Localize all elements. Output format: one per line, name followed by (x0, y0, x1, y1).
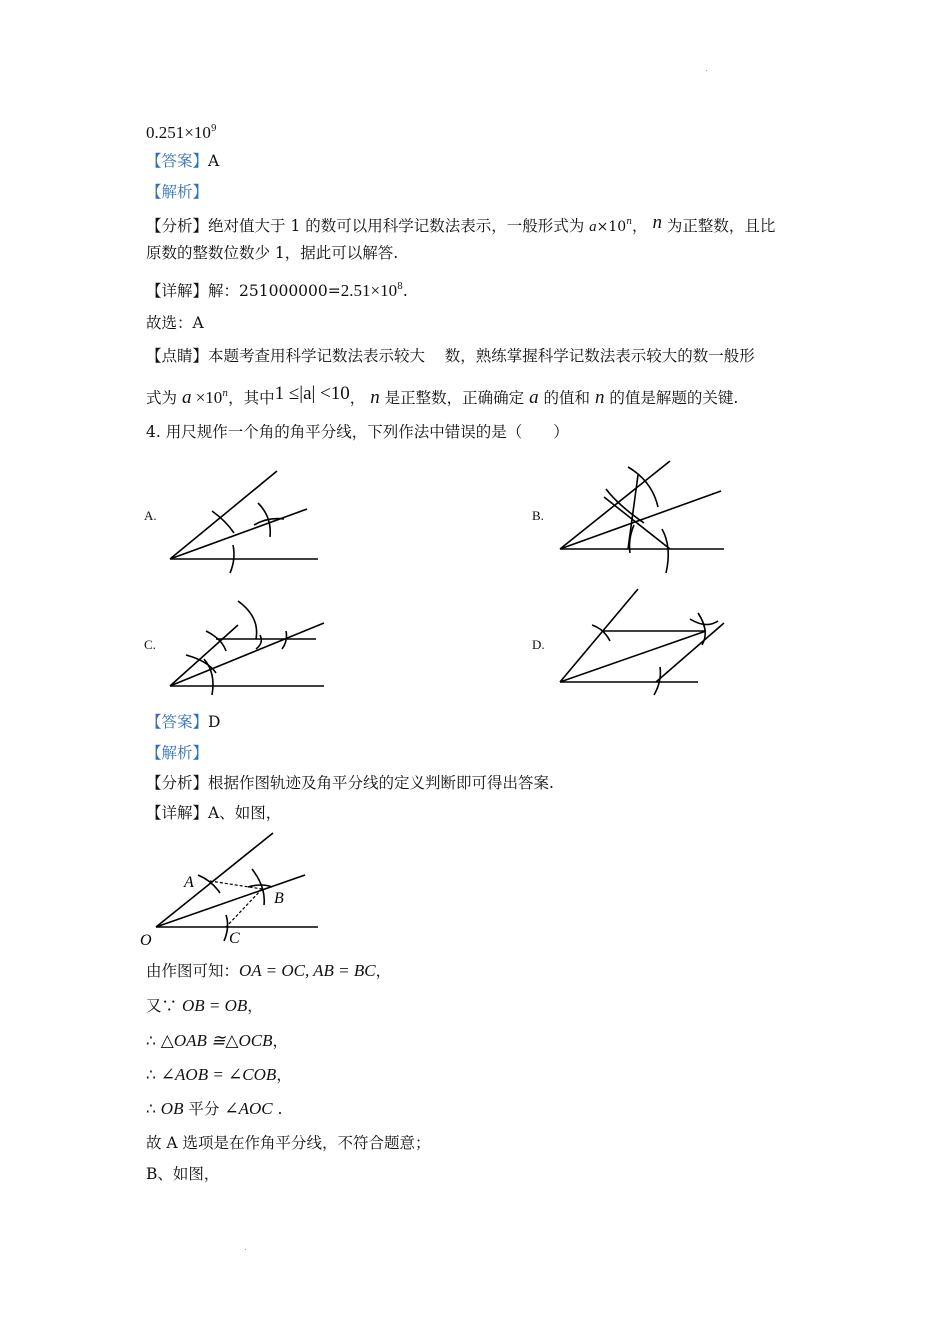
option-d-label: D. (532, 637, 545, 652)
proof-line-2: 又∵ OB = OB， (146, 996, 263, 1015)
xiangjie-line-1: 【详解】解：$251000000=2.51\times 10^8$. (146, 281, 408, 300)
choice-line-1: 故选：A (146, 314, 204, 332)
b-start: B、如图， (146, 1165, 220, 1183)
figure-option-d (550, 585, 740, 705)
fenxi-line-2: 原数的整数位数少 1，据此可以解答. (146, 244, 399, 262)
page-mark-top (706, 70, 707, 71)
dianjing-line-2: 式为 $a \times 10^n$，其中1 ≤|a| <10， n 是正整数，正确确定 a 的值和 n 的值是解题的关键. (146, 383, 739, 408)
conclusion-a: 故 A 选项是在作角平分线，不符合题意； (146, 1134, 431, 1152)
xiangjie-line-2: 【详解】A、如图， (146, 804, 282, 822)
option-a-label: A. (144, 508, 157, 523)
label-b: B (274, 890, 284, 907)
figure-detail-a (140, 825, 340, 950)
page-mark-bottom (245, 1249, 246, 1250)
proof-line-3: ∴ △OAB ≅△OCB， (146, 1031, 288, 1050)
answer-line-2: 【答案】D (146, 713, 221, 731)
label-c: C (229, 930, 240, 947)
option-b-label: B. (532, 508, 544, 523)
figure-option-a (160, 465, 340, 585)
proof-line-4: ∴ ∠AOB = ∠COB， (146, 1065, 292, 1084)
label-a: A (184, 874, 194, 891)
proof-line-5: ∴ OB 平分 ∠AOC . (146, 1099, 283, 1118)
answer-line-1: 【答案】A (146, 152, 220, 170)
fenxi-line-3: 【分析】根据作图轨迹及角平分线的定义判断即可得出答案. (146, 774, 554, 792)
dianjing-line-1: 【点睛】本题考查用科学记数法表示较大 数，熟练掌握科学记数法表示较大的数一般形 (146, 347, 755, 365)
fenxi-line-1: 【分析】绝对值大于 1 的数可以用科学记数法表示，一般形式为 $a\times 10^n$， n 为正整数，且比 (146, 212, 776, 235)
figure-option-c (160, 595, 340, 705)
analysis-heading-1: 【解析】 (146, 183, 209, 201)
option-c-label: C. (144, 637, 156, 652)
figure-option-b (550, 455, 740, 585)
label-o: O (140, 932, 152, 949)
proof-line-1: 由作图可知：OA = OC, AB = BC， (146, 961, 392, 980)
analysis-heading-2: 【解析】 (146, 744, 209, 762)
previous-option-d: $0.251\times 10^9$ (146, 123, 217, 142)
question-4: 4. 用尺规作一个角的角平分线，下列作法中错误的是（ ） (146, 423, 569, 441)
